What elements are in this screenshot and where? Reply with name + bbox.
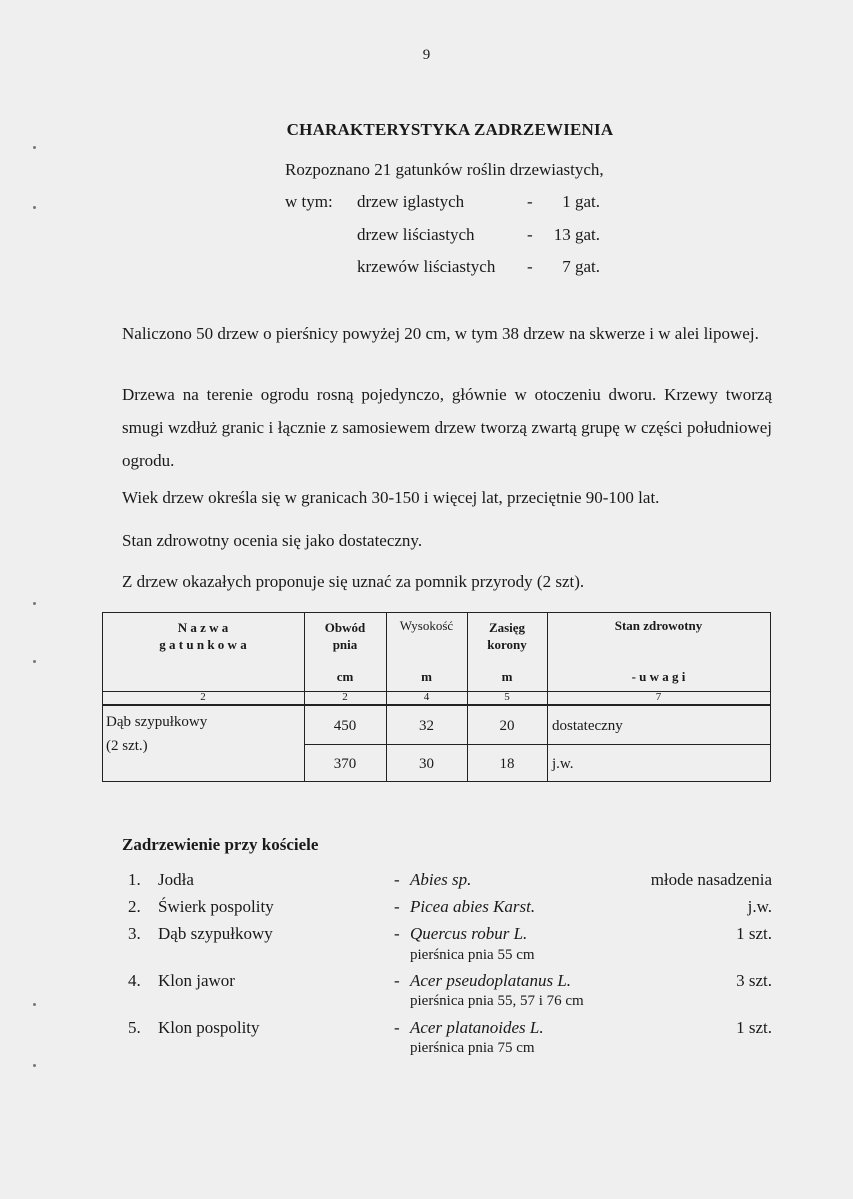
list-item-number: 1. <box>128 870 141 889</box>
column-number: 7 <box>655 691 662 703</box>
header-girth-unit: cm <box>336 669 354 684</box>
header-health: Stan zdrowotny <box>614 618 703 633</box>
header-height-unit: m <box>421 669 432 684</box>
list-item-count: młode nasadzenia <box>650 870 772 889</box>
list-item-note: pierśnica pnia 55 cm <box>410 947 535 963</box>
table-rule <box>304 744 771 745</box>
table-rule <box>102 704 771 706</box>
summary-item-count: 13 gat. <box>553 225 600 244</box>
list-item-latin: Acer platanoides L. <box>410 1018 544 1037</box>
list-item-name: Klon jawor <box>158 971 235 990</box>
punch-mark <box>33 602 36 605</box>
punch-mark <box>33 206 36 209</box>
church-section-title: Zadrzewienie przy kościele <box>122 835 319 854</box>
list-item-dash: - <box>394 1018 400 1037</box>
header-crown <box>467 619 547 653</box>
list-item-name: Jodła <box>158 870 194 889</box>
paragraph: Z drzew okazałych proponuje się uznać za pomnik przyrody (2 szt). <box>122 572 585 591</box>
header-girth-line1: Obwód <box>324 620 366 635</box>
list-item-number: 3. <box>128 924 141 943</box>
summary-item-count: 7 gat. <box>562 257 600 276</box>
list-item-note: pierśnica pnia 75 cm <box>410 1040 535 1056</box>
list-item-name: Klon pospolity <box>158 1018 260 1037</box>
list-item-dash: - <box>394 897 400 916</box>
species-cell <box>106 710 207 758</box>
header-crown-unit: m <box>501 669 513 684</box>
summary-item-label: drzew liściastych <box>357 225 475 244</box>
table-border <box>102 781 771 782</box>
header-health-remarks: - u w a g i <box>631 669 686 684</box>
health-value: j.w. <box>552 756 574 772</box>
crown-value: 20 <box>499 718 515 734</box>
page-number: 9 <box>422 47 431 63</box>
summary-item-dash: - <box>527 192 533 211</box>
table-border <box>102 612 771 613</box>
header-crown-line2: korony <box>487 637 527 652</box>
punch-mark <box>33 1003 36 1006</box>
species-name: Dąb szypułkowy <box>106 714 208 730</box>
list-item-note: pierśnica pnia 55, 57 i 76 cm <box>410 993 584 1009</box>
summary-item-label: krzewów liściastych <box>357 257 496 276</box>
section-heading: CHARAKTERYSTYKA ZADRZEWIENIA <box>286 120 614 139</box>
list-item-latin: Acer pseudoplatanus L. <box>410 971 572 990</box>
header-girth-line2: pnia <box>332 637 358 652</box>
column-number: 5 <box>504 691 510 703</box>
list-item-count: 1 szt. <box>736 1018 772 1037</box>
header-crown-line1: Zasięg <box>488 620 526 635</box>
girth-value: 450 <box>333 718 357 734</box>
header-height: Wysokość <box>399 618 454 633</box>
monument-trees-table <box>102 612 771 782</box>
header-name-line2: g a t u n k o w a <box>159 637 247 652</box>
height-value: 32 <box>419 718 434 734</box>
health-value: dostateczny <box>552 718 623 734</box>
list-item-dash: - <box>394 924 400 943</box>
header-name <box>102 619 304 653</box>
list-item-dash: - <box>394 870 400 889</box>
girth-value: 370 <box>333 756 357 772</box>
list-item-number: 2. <box>128 897 141 916</box>
list-item-count: j.w. <box>747 897 772 916</box>
summary-item-count: 1 gat. <box>562 192 600 211</box>
list-item-latin: Quercus robur L. <box>410 924 528 943</box>
summary-intro: Rozpoznano 21 gatunków roślin drzewiastych, <box>285 160 604 179</box>
summary-item-dash: - <box>527 225 533 244</box>
summary-prefix: w tym: <box>285 192 333 211</box>
height-value: 30 <box>419 756 434 772</box>
list-item-number: 4. <box>128 971 141 990</box>
paragraph: Naliczono 50 drzew o pierśnicy powyżej 20 cm, w tym 38 drzew na skwerze i w alei lipowej. <box>122 324 759 343</box>
paragraph: Drzewa na terenie ogrodu rosną pojedynczo, głównie w otoczeniu dworu. Krzewy tworzą smugi wzdłuż granic i łącznie z samosiewem drzew tworzą zwartą grupę w części południowej ogrodu. <box>122 385 772 470</box>
summary-item-dash: - <box>527 257 533 276</box>
punch-mark <box>33 1064 36 1067</box>
list-item-name: Świerk pospolity <box>158 897 274 916</box>
column-number: 2 <box>342 691 348 703</box>
crown-value: 18 <box>499 756 515 772</box>
list-item-latin: Abies sp. <box>410 870 472 889</box>
list-item-number: 5. <box>128 1018 141 1037</box>
column-number: 4 <box>423 691 430 703</box>
punch-mark <box>33 146 36 149</box>
species-count: (2 szt.) <box>106 738 148 754</box>
table-border <box>770 612 771 782</box>
paragraph: Wiek drzew określa się w granicach 30-150 i więcej lat, przeciętnie 90-100 lat. <box>122 488 660 507</box>
paragraph: Stan zdrowotny ocenia się jako dostateczny. <box>122 531 423 550</box>
list-item-latin: Picea abies Karst. <box>410 897 536 916</box>
list-item-count: 3 szt. <box>736 971 772 990</box>
list-item-dash: - <box>394 971 400 990</box>
punch-mark <box>33 660 36 663</box>
list-item-count: 1 szt. <box>736 924 772 943</box>
list-item-name: Dąb szypułkowy <box>158 924 273 943</box>
summary-item-label: drzew iglastych <box>357 192 465 211</box>
header-girth <box>304 619 386 653</box>
header-name-line1: N a z w a <box>177 620 229 635</box>
column-number: 2 <box>200 691 206 703</box>
